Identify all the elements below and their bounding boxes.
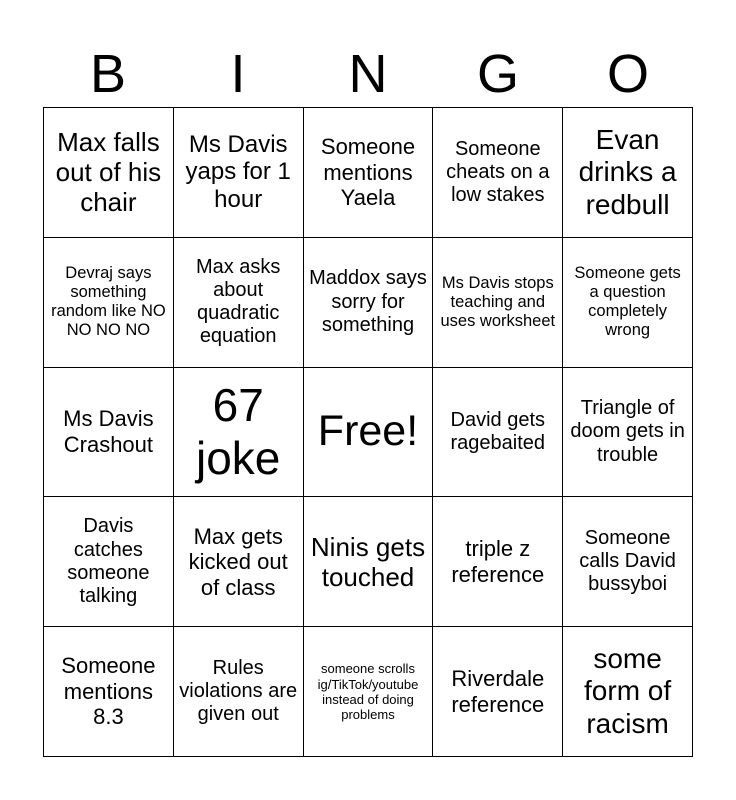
header-letter-b: B (89, 44, 127, 104)
bingo-header (43, 40, 693, 108)
bingo-cell[interactable] (433, 497, 563, 627)
bingo-cell[interactable] (44, 238, 174, 368)
bingo-cell[interactable] (304, 238, 434, 368)
bingo-cell[interactable] (174, 108, 304, 238)
bingo-cell[interactable] (174, 627, 304, 757)
cell-text: Ms Davis yaps for 1 hour (185, 130, 291, 214)
bingo-cell[interactable] (174, 497, 304, 627)
cell-text: Maddox says sorry for something (309, 267, 427, 336)
bingo-cell[interactable] (433, 108, 563, 238)
bingo-cell[interactable] (433, 368, 563, 498)
cell-text: Ms Davis stops teaching and uses worksheet (440, 273, 556, 330)
cell-text: Ms Davis Crashout (63, 406, 154, 457)
cell-text: 67 joke (196, 378, 281, 484)
bingo-cell[interactable] (433, 627, 563, 757)
bingo-board (43, 107, 693, 757)
cell-text: Riverdale reference (451, 666, 545, 717)
cell-text: Davis catches someone talking (67, 515, 150, 607)
bingo-cell[interactable] (44, 627, 174, 757)
cell-text: Triangle of doom gets in trouble (570, 397, 685, 466)
cell-text: Someone gets a question completely wrong (574, 263, 681, 340)
cell-text: Someone cheats on a low stakes (446, 137, 550, 206)
cell-text: someone scrolls ig/TikTok/youtube instead of doing problems (317, 661, 419, 722)
cell-text: Ninis gets touched (310, 531, 426, 592)
cell-text: some form of racism (584, 642, 672, 739)
free-space-cell[interactable] (304, 368, 434, 498)
bingo-cell[interactable] (563, 108, 693, 238)
cell-text: Rules violations are given out (179, 656, 298, 726)
bingo-cell[interactable] (174, 238, 304, 368)
free-space-text: Free! (317, 407, 419, 456)
cell-text: Devraj says something random like NO NO NO NO (51, 263, 166, 340)
bingo-cell[interactable] (304, 627, 434, 757)
cell-text: Evan drinks a redbull (578, 123, 677, 220)
header-letter-o: O (606, 44, 649, 104)
cell-text: Someone mentions Yaela (320, 134, 416, 211)
cell-text: Someone calls David bussyboi (579, 527, 676, 596)
cell-text: Someone mentions 8.3 (61, 653, 156, 730)
header-letter-n: N (348, 44, 388, 104)
header-letter-g: G (476, 44, 519, 104)
bingo-cell[interactable] (304, 497, 434, 627)
bingo-cell[interactable] (563, 238, 693, 368)
bingo-cell[interactable] (44, 108, 174, 238)
cell-text: David gets ragebaited (450, 408, 546, 454)
bingo-cell[interactable] (44, 497, 174, 627)
cell-text: Max gets kicked out of class (188, 523, 288, 600)
cell-text: Max asks about quadratic equation (195, 255, 281, 348)
cell-text: triple z reference (451, 536, 545, 587)
bingo-cell[interactable] (433, 238, 563, 368)
bingo-cell[interactable] (563, 368, 693, 498)
bingo-cell[interactable] (44, 368, 174, 498)
header-letter-i: I (230, 44, 246, 104)
bingo-cell[interactable] (563, 627, 693, 757)
bingo-cell[interactable] (563, 497, 693, 627)
bingo-cell[interactable] (174, 368, 304, 498)
bingo-cell[interactable] (304, 108, 434, 238)
cell-text: Max falls out of his chair (55, 127, 162, 218)
